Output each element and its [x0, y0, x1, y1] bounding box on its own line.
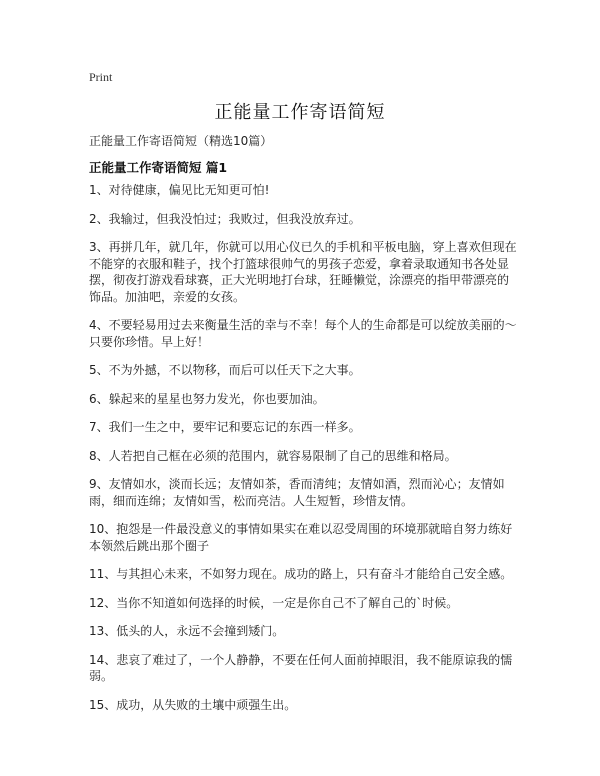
list-item: 5、不为外撼，不以物移，而后可以任天下之大事。 [89, 363, 361, 377]
list-item: 7、我们一生之中，要牢记和要忘记的东西一样多。 [89, 420, 361, 434]
list-item: 11、与其担心未来，不如努力现在。成功的路上，只有奋斗才能给自己安全感。 [89, 567, 513, 581]
list-item: 1、对待健康，偏见比无知更可怕! [89, 183, 270, 197]
list-item: 2、我输过，但我没怕过；我败过，但我没放弃过。 [89, 211, 361, 226]
list-item: 15、成功，从失败的土壤中顽强生出。 [89, 697, 297, 712]
document-subtitle: 正能量工作寄语简短（精选10篇） [89, 134, 273, 148]
list-item: 9、友情如水，淡而长远；友情如茶，香而清纯；友情如酒，烈而沁心；友情如雨，细而连绵；友情如雪，松而亮洁。人生短暂，珍惜友情。 [89, 477, 505, 508]
quote-list [89, 182, 517, 725]
list-item: 8、人若把自己框在必须的范围内，就容易限制了自己的思维和格局。 [89, 448, 457, 463]
list-item: 12、当你不知道如何选择的时候，一定是你自己不了解自己的`时候。 [89, 595, 459, 610]
list-item: 3、再拼几年，就几年，你就可以用心仪已久的手机和平板电脑，穿上喜欢但现在不能穿的衣服和鞋子，找个打篮球很帅气的男孩子恋爱，拿着录取通知书各处显摆，彻夜打游戏看球赛，正大光明地打台球，狂睡懒觉，涂漂亮的指甲带漂亮的饰品。加油吧，亲爱的女孩。 [89, 240, 517, 304]
page-title: 正能量工作寄语简短 [214, 102, 386, 123]
list-item: 6、躲起来的星星也努力发光，你也要加油。 [89, 391, 325, 406]
print-label: Print [89, 70, 113, 84]
section-heading: 正能量工作寄语简短 篇1 [89, 160, 228, 175]
list-item: 14、悲哀了难过了，一个人静静，不要在任何人面前掉眼泪，我不能原谅我的懦弱。 [89, 652, 513, 683]
list-item: 4、不要轻易用过去来衡量生活的幸与不幸！每个人的生命都是可以绽放美丽的～只要你珍惜。早上好！ [89, 318, 517, 349]
list-item: 10、抱怨是一件最没意义的事情如果实在难以忍受周围的环境那就暗自努力练好本领然后跳出那个圈子 [89, 522, 513, 553]
list-item: 13、低头的人，永远不会撞到矮门。 [89, 624, 285, 638]
